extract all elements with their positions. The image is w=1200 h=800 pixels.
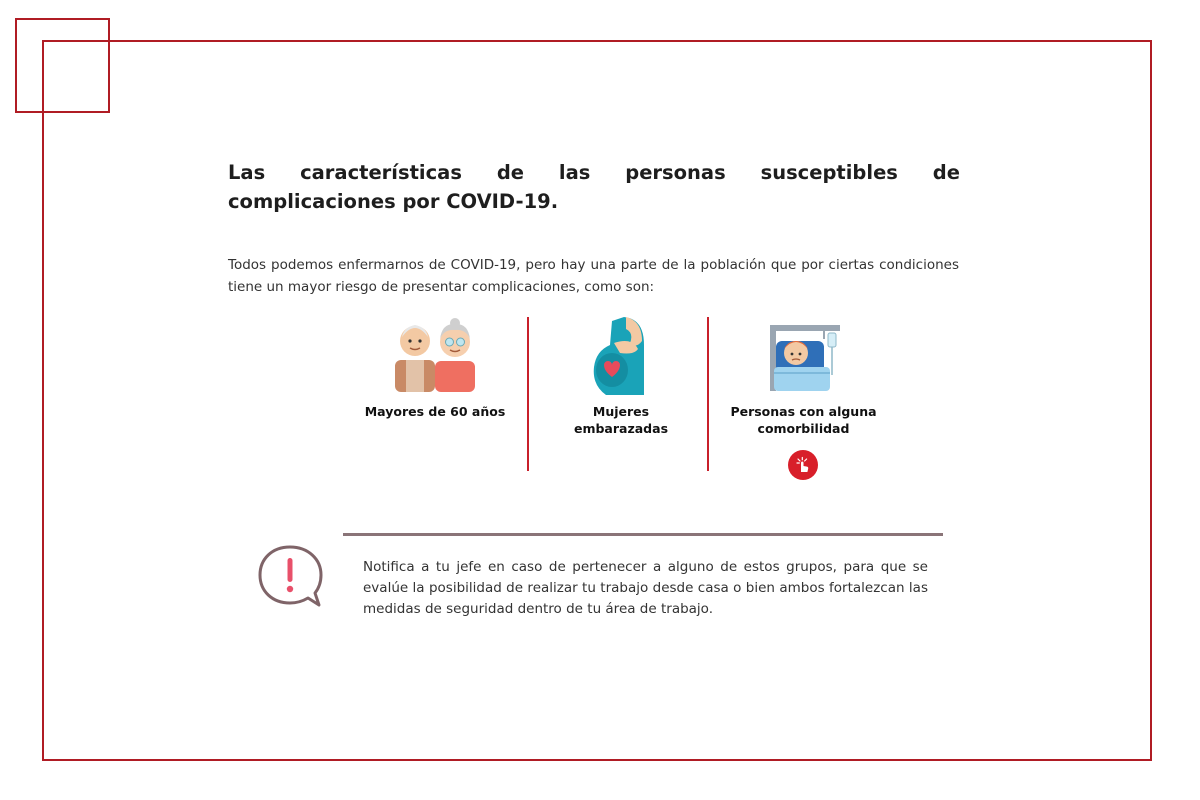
group-divider-2 [707, 317, 709, 471]
group-elderly-label: Mayores de 60 años [364, 404, 506, 419]
page-title: Las características de las personas susceptibles de complicaciones por COVID-19. [228, 161, 960, 213]
group-elderly [355, 315, 515, 420]
group-divider-1 [527, 317, 529, 471]
intro-paragraph: Todos podemos enfermarnos de COVID-19, pero hay una parte de la población que por ciertas condiciones tiene un mayor riesgo de presentar complicaciones, como son: [228, 257, 959, 295]
notice-divider [343, 533, 943, 536]
exclamation-speech-bubble-icon [257, 544, 325, 610]
group-comorbidity [721, 315, 886, 437]
pregnant-woman-icon [586, 315, 656, 397]
tap-hand-icon [794, 456, 812, 474]
hospital-patient-icon [764, 315, 844, 395]
notice-icon-wrap [257, 544, 325, 615]
notice-text: Notifica a tu jefe en caso de pertenecer a alguno de estos grupos, para que se evalúe la posibilidad de realizar tu trabajo desde casa o bien ambos fortalezcan las medidas de seguridad dentro de tu área de trabajo. [363, 559, 928, 617]
elderly-couple-icon [390, 315, 480, 395]
group-pregnant-label: Mujeres embarazadas [573, 404, 669, 436]
group-pregnant [551, 315, 691, 437]
tap-hand-button[interactable] [788, 450, 818, 480]
group-comorbidity-label: Personas con alguna comorbilidad [730, 404, 877, 436]
risk-groups [355, 315, 875, 475]
main-content [228, 158, 960, 298]
